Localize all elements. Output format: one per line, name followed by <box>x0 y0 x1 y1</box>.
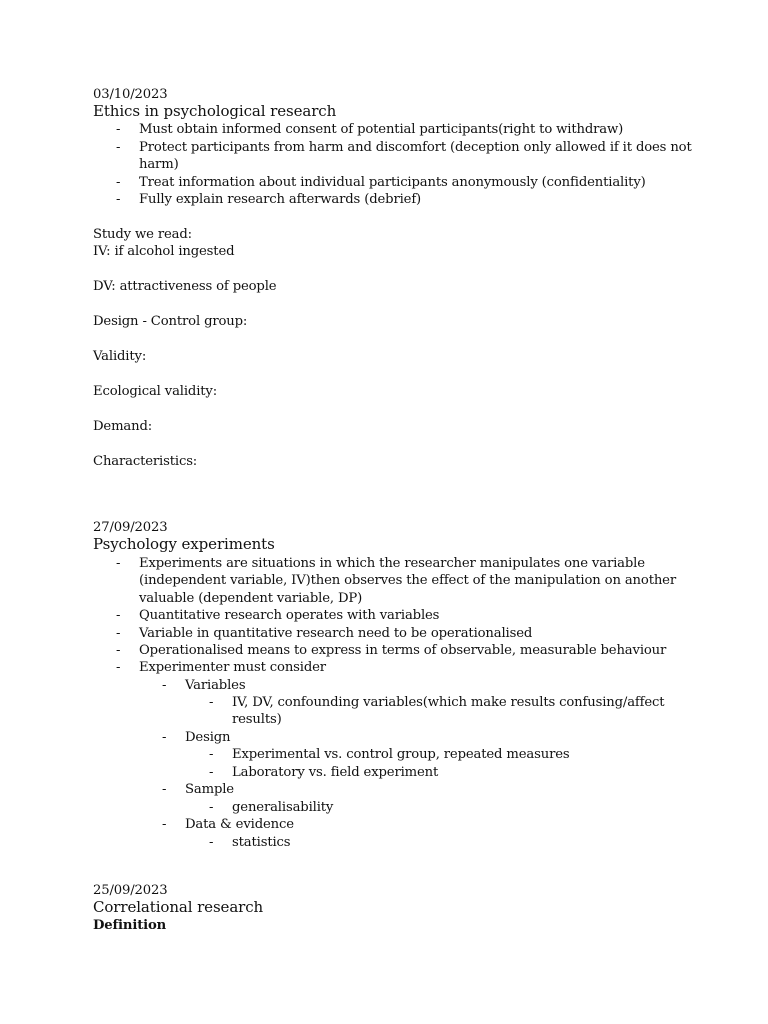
sub-sub-bullet-dash: - <box>209 835 214 850</box>
sub-sub-bullet-text: IV, DV, confounding variables(which make results confusing/affect <box>232 695 665 710</box>
sub-sub-bullet-dash: - <box>209 747 214 762</box>
bullet-dash: - <box>116 122 121 137</box>
bullet-dash: - <box>116 660 121 675</box>
section-title: Correlational research <box>93 898 264 916</box>
sub-sub-bullet-text: generalisability <box>232 800 334 815</box>
note-line: DV: attractiveness of people <box>93 279 277 294</box>
note-line: Study we read: <box>93 227 192 242</box>
note-line: Validity: <box>93 349 147 364</box>
sub-sub-bullet-dash: - <box>209 695 214 710</box>
section-title: Ethics in psychological research <box>93 102 337 120</box>
note-line: Ecological validity: <box>93 384 218 399</box>
note-line: Demand: <box>93 419 153 434</box>
bullet-text: Fully explain research afterwards (debrief) <box>139 192 422 207</box>
bullet-text: (independent variable, IV)then observes the effect of the manipulation on another <box>139 573 676 588</box>
bullet-dash: - <box>116 192 121 207</box>
bullet-dash: - <box>116 556 121 571</box>
bullet-dash: - <box>116 626 121 641</box>
bullet-dash: - <box>116 175 121 190</box>
sub-sub-bullet-dash: - <box>209 800 214 815</box>
bullet-text: valuable (dependent variable, DP) <box>139 591 363 606</box>
sub-bullet-label: Sample <box>185 782 234 797</box>
section-subheading: Definition <box>93 918 167 933</box>
sub-bullet-dash: - <box>162 817 167 832</box>
sub-sub-bullet-text: Experimental vs. control group, repeated measures <box>232 747 570 762</box>
bullet-text: harm) <box>139 157 179 172</box>
bullet-dash: - <box>116 140 121 155</box>
section-date: 27/09/2023 <box>93 520 168 535</box>
bullet-text: Experimenter must consider <box>139 660 326 675</box>
sub-bullet-label: Design <box>185 730 231 745</box>
bullet-text: Protect participants from harm and discomfort (deception only allowed if it does not <box>139 140 692 155</box>
section-date: 25/09/2023 <box>93 883 168 898</box>
sub-sub-bullet-text: statistics <box>232 835 291 850</box>
section-title: Psychology experiments <box>93 535 275 553</box>
bullet-text: Variable in quantitative research need to be operationalised <box>139 626 533 641</box>
sub-sub-bullet-dash: - <box>209 765 214 780</box>
bullet-text: Treat information about individual participants anonymously (confidentiality) <box>139 175 646 190</box>
bullet-dash: - <box>116 608 121 623</box>
sub-sub-bullet-text: Laboratory vs. field experiment <box>232 765 439 780</box>
note-line: IV: if alcohol ingested <box>93 244 235 259</box>
bullet-text: Quantitative research operates with variables <box>139 608 440 623</box>
bullet-dash: - <box>116 643 121 658</box>
sub-sub-bullet-text: results) <box>232 712 282 727</box>
bullet-text: Experiments are situations in which the researcher manipulates one variable <box>139 556 645 571</box>
sub-bullet-label: Data & evidence <box>185 817 294 832</box>
sub-bullet-dash: - <box>162 678 167 693</box>
sub-bullet-dash: - <box>162 782 167 797</box>
note-line: Design - Control group: <box>93 314 248 329</box>
sub-bullet-label: Variables <box>185 678 246 693</box>
section-date: 03/10/2023 <box>93 87 168 102</box>
note-line: Characteristics: <box>93 454 198 469</box>
bullet-text: Must obtain informed consent of potential participants(right to withdraw) <box>139 122 624 137</box>
sub-bullet-dash: - <box>162 730 167 745</box>
bullet-text: Operationalised means to express in terms of observable, measurable behaviour <box>139 643 667 658</box>
